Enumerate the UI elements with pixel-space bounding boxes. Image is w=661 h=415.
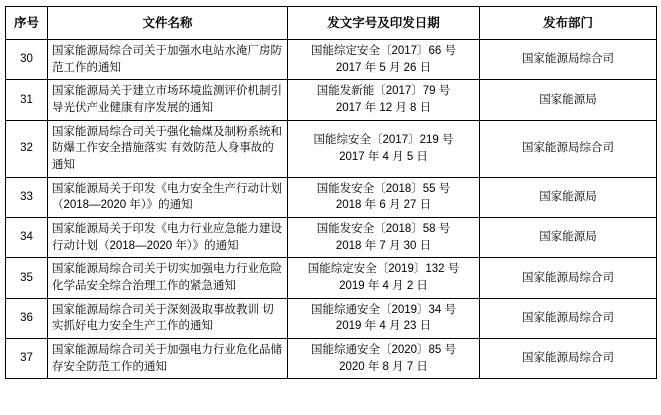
column-header-dept: 发布部门 (480, 7, 657, 40)
cell-docnum (288, 40, 480, 80)
table-row (6, 80, 657, 120)
cell-title: 国家能源局关于印发《电力安全生产行动计划（2018—2020 年）》的通知 (48, 177, 288, 217)
column-header-no: 序号 (6, 7, 48, 40)
cell-docnum (288, 298, 480, 338)
table-header-row (6, 7, 657, 40)
cell-dept: 国家能源局 (480, 177, 657, 217)
cell-dept: 国家能源局综合司 (480, 258, 657, 298)
cell-no: 36 (6, 298, 48, 338)
table-row (6, 218, 657, 258)
cell-title: 国家能源局综合司关于切实加强电力行业危险化学品安全综合治理工作的紧急通知 (48, 258, 288, 298)
docnum-text: 国能综通安全〔2019〕34 号 (310, 303, 457, 316)
table-row (6, 177, 657, 217)
cell-title: 国家能源局关于印发《电力行业应急能力建设行动计划（2018—2020 年）》的通知 (48, 218, 288, 258)
docdate-text: 2017 年 5 月 26 日 (335, 61, 432, 74)
cell-title: 国家能源局关于建立市场环境监测评价机制引导光伏产业健康有序发展的通知 (48, 80, 288, 120)
cell-no: 34 (6, 218, 48, 258)
cell-no: 31 (6, 80, 48, 120)
cell-title: 国家能源局综合司关于加强水电站水淹厂房防范工作的通知 (48, 40, 288, 80)
cell-dept: 国家能源局综合司 (480, 298, 657, 338)
cell-no: 32 (6, 120, 48, 177)
cell-no: 35 (6, 258, 48, 298)
cell-title: 国家能源局综合司关于深刻汲取事故教训 切实抓好电力安全生产工作的通知 (48, 298, 288, 338)
cell-docnum (288, 177, 480, 217)
cell-dept: 国家能源局 (480, 218, 657, 258)
cell-dept: 国家能源局 (480, 80, 657, 120)
cell-dept: 国家能源局综合司 (480, 120, 657, 177)
docdate-text: 2018 年 6 月 27 日 (335, 199, 432, 212)
cell-docnum (288, 339, 480, 379)
docnum-text: 国能发安全〔2018〕55 号 (316, 182, 451, 195)
docdate-text: 2017 年 4 月 5 日 (339, 150, 428, 163)
cell-docnum (288, 258, 480, 298)
cell-dept: 国家能源局综合司 (480, 40, 657, 80)
docnum-text: 国能综定安全〔2017〕66 号 (310, 45, 457, 57)
docnum-text: 国能发新能〔2017〕79 号 (316, 85, 451, 98)
cell-no: 37 (6, 339, 48, 379)
cell-dept: 国家能源局综合司 (480, 339, 657, 379)
cell-no: 33 (6, 177, 48, 217)
cell-docnum (288, 120, 480, 177)
docnum-text: 国能综定安全〔2019〕132 号 (307, 263, 460, 276)
docdate-text: 2019 年 4 月 2 日 (339, 280, 428, 293)
docdate-text: 2018 年 7 月 30 日 (335, 239, 432, 252)
docdate-text: 2019 年 4 月 23 日 (335, 320, 432, 333)
docnum-text: 国能综安全〔2017〕219 号 (313, 134, 454, 147)
table-row (6, 298, 657, 338)
table-row (6, 258, 657, 298)
column-header-title: 文件名称 (48, 7, 288, 40)
cell-title: 国家能源局综合司关于强化输煤及制粉系统和防爆工作安全措施落实 有效防范人身事故的通知 (48, 120, 288, 177)
table-row (6, 339, 657, 379)
cell-no: 30 (6, 40, 48, 80)
docdate-text: 2020 年 8 月 7 日 (339, 360, 428, 373)
table-row (6, 120, 657, 177)
cell-title: 国家能源局综合司关于加强电力行业危化品储存安全防范工作的通知 (48, 339, 288, 379)
docnum-text: 国能综通安全〔2020〕85 号 (310, 344, 457, 357)
docdate-text: 2017 年 12 月 8 日 (335, 102, 432, 115)
policy-documents-table (5, 6, 657, 379)
cell-docnum (288, 80, 480, 120)
column-header-docnum: 发文字号及印发日期 (288, 7, 480, 40)
docnum-text: 国能发安全〔2018〕58 号 (316, 223, 451, 236)
cell-docnum (288, 218, 480, 258)
table-row (6, 40, 657, 80)
